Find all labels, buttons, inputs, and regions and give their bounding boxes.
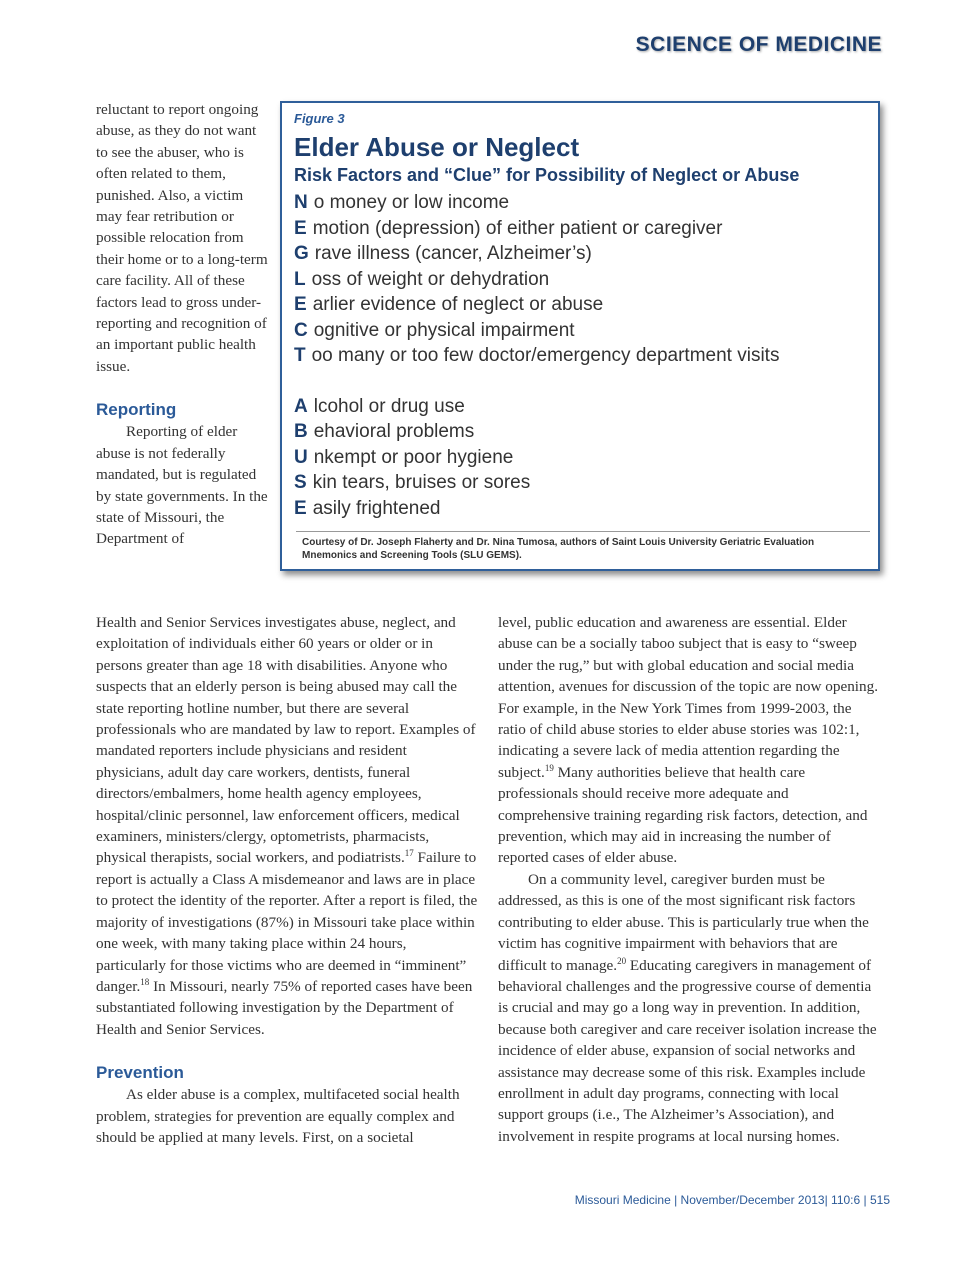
mnemonic-item: U nkempt or poor hygiene xyxy=(294,446,514,468)
figure-label: Figure 3 xyxy=(294,111,345,126)
figure-title: Elder Abuse or Neglect xyxy=(294,132,580,162)
mnemonic-item: N o money or low income xyxy=(294,192,510,213)
mnemonic-item: E motion (depression) of either patient or caregiver xyxy=(294,217,723,239)
figure-credit: Courtesy of Dr. Joseph Flaherty and Dr. Nina Tumosa, authors of Saint Louis University Geriatric Evaluation Mnemonics and Screening Tools (SLU GEMS). xyxy=(302,537,815,561)
reference-20: 20 xyxy=(617,955,627,966)
mnemonic-item: B ehavioral problems xyxy=(294,421,475,442)
mnemonic-item: T oo many or too few doctor/emergency department visits xyxy=(294,345,780,366)
reporting-paragraph-continued: Health and Senior Services investigates abuse, neglect, and exploitation of individuals either 60 years or older or in persons greater than age 18 with disabilities. Anyone who suspects that an elderly person is being abused may call the state reporting hotline number, but there are several professionals who are mandated by law to report. Examples of mandated reporters include physicians and resident physicians, adult day care workers, dentists, funeral directors/embalmers, home health agency employees, hospital/clinic personnel, law enforcement officers, medical examiners, ministers/clergy, optometrists, pharmacists, physical therapists, social workers, and podiatrists.$^{17}$ Failure to report is actually a Class A misdemeanor and laws are in place to protect the identity of the reporter. After a report is filed, the majority of investigations (87%) in Missouri take place within one week, with many taking place within 24 hours, particularly for those victims who are deemed in “imminent” danger.$^{18}$ In Missouri, nearly 75% of reported cases have been substantiated following investigation by the Department of Health and Senior Services. xyxy=(96,614,478,1038)
section-header: SCIENCE OF MEDICINE xyxy=(635,33,882,56)
reporting-paragraph-start: Reporting of elder abuse is not federally mandated, but is regulated by state governments. In the state of Missouri, the Department of xyxy=(96,423,268,548)
reference-18: 18 xyxy=(140,976,150,987)
mnemonic-item: G rave illness (cancer, Alzheimer’s) xyxy=(294,243,592,264)
left-wide-column xyxy=(96,612,478,1148)
abuse-mnemonic-list xyxy=(294,394,878,522)
community-paragraph: On a community level, caregiver burden must be addressed, as this is one of the most significant risk factors contributing to elder abuse. This is particularly true when the victim has cognitive impairment with behaviors that are difficult to manage.$^{20}$ Educating caregivers in management of behavioral challenges and the progressive course of dementia is crucial and may go a long way in prevention. In addition, because both caregiver and care receiver isolation increase the incidence of elder abuse, expansion of social networks and assistance may decrease some of this risk. Examples include enrollment in adult day programs, connecting with local support groups (i.e., The Alzheimer’s Association), and involvement in respite programs at local nursing homes. xyxy=(498,870,877,1145)
reference-17: 17 xyxy=(404,848,414,859)
mnemonic-item: L oss of weight or dehydration xyxy=(294,268,550,290)
prevention-heading: Prevention xyxy=(96,1063,184,1083)
figure-subtitle: Risk Factors and “Clue” for Possibility of Neglect or Abuse xyxy=(294,165,800,185)
right-column xyxy=(498,612,878,1147)
mnemonic-item: C ognitive or physical impairment xyxy=(294,319,575,341)
prevention-paragraph-continued: level, public education and awareness are essential. Elder abuse can be a socially taboo subject that is easy to “sweep under the rug,” but with global education and social media attention, avenues for discussion of the topic are now opening. For example, in the New York Times from 1999-2003, the ratio of child abuse stories to elder abuse stories was 102:1, indicating a severe lack of media attention regarding the subject.$^{19}$ Many authorities believe that health care professionals should receive more adequate and comprehensive training regarding risk factors, detection, and prevention, which may aid in increasing the number of reported cases of elder abuse. xyxy=(498,614,879,867)
reporting-heading: Reporting xyxy=(96,400,177,420)
figure-divider xyxy=(296,531,870,532)
reference-19: 19 xyxy=(544,762,554,773)
page-footer-citation: Missouri Medicine | November/December 2013| 110:6 | 515 xyxy=(574,1193,890,1207)
prevention-paragraph-start: As elder abuse is a complex, multifaceted social health problem, strategies for prevention are equally complex and should be applied at many levels. First, on a societal xyxy=(96,1086,460,1146)
mnemonic-item: S kin tears, bruises or sores xyxy=(294,472,531,493)
figure-3-box xyxy=(280,101,880,571)
intro-paragraph: reluctant to report ongoing abuse, as they do not want to see the abuser, who is often related to them, punished. Also, a victim may fear retribution or possible relocation from their home or to a long-term care facility. All of these factors lead to gross under-reporting and recognition of an important public health issue. xyxy=(96,101,268,375)
mnemonic-item: E asily frightened xyxy=(294,497,441,519)
left-narrow-column xyxy=(96,99,268,550)
neglect-mnemonic-list xyxy=(294,190,878,369)
mnemonic-item: E arlier evidence of neglect or abuse xyxy=(294,294,604,315)
mnemonic-item: A lcohol or drug use xyxy=(294,395,465,417)
